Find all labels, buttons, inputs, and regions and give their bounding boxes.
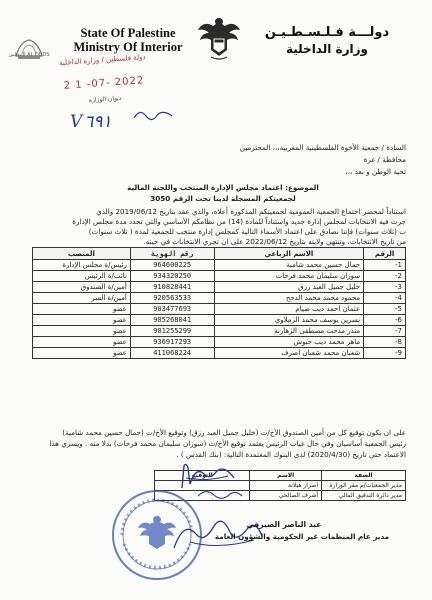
body-line-4: من تاريخ الانتخابات، وتنتهي ولايته بتاريخ 2022/06/12 على ان تجري الانتخابات في حينه. xyxy=(143,237,406,246)
handwritten-reference-number: V٦٩١ xyxy=(70,112,112,132)
member-name: ماهر محمد ديب حبوش xyxy=(214,337,364,348)
table-row xyxy=(33,315,406,326)
stamp-header: دولة فلسطين / وزارة الداخلية xyxy=(58,53,146,68)
row-number: -1 xyxy=(364,260,406,271)
row-number: -5 xyxy=(364,304,406,315)
signatory-title: مدير عام المنظمات غير الحكومية والشؤون العامة xyxy=(214,532,390,541)
table-row xyxy=(33,304,406,315)
signer-name: اصرار هيلانة xyxy=(250,481,322,491)
member-position: أمين/ة الصندوق xyxy=(33,282,131,293)
member-name: محمود محمد محمد الدحح xyxy=(214,293,364,304)
stamp-footer: ديوان الوزارة xyxy=(88,94,122,105)
table-row xyxy=(33,348,406,359)
member-name: خليل جميل العبد رزق xyxy=(214,282,364,293)
row-number: -7 xyxy=(364,326,406,337)
member-position: عضو xyxy=(33,326,131,337)
signer-name: أشرف الصالحي xyxy=(250,491,322,501)
letterhead-arabic xyxy=(248,24,406,57)
member-position: نائب/ة الرئيس xyxy=(33,271,131,282)
header-name: الاسم الرباعي xyxy=(214,248,364,260)
closing-line-1: على ان يكون توقيع كل من أمين الصندوق الأخ/ت (خليل جميل العبد رزق) وتوقيع الأخ/ت (جمال حسين محمد شامية) xyxy=(62,428,406,437)
member-position: عضو xyxy=(33,315,131,326)
signatory-name: عبد الناصر الصيرفي xyxy=(246,520,322,529)
member-name: جمال حسين محمد شامية xyxy=(214,260,364,271)
member-position: أمين/ة السر xyxy=(33,293,131,304)
member-position: عضو xyxy=(33,348,131,359)
member-name: سوزان سليمان محمد فرحات xyxy=(214,271,364,282)
greeting: تحية الوطن و بعد ،،، xyxy=(345,167,406,176)
member-id: 920563533 xyxy=(130,293,214,304)
letterhead-english xyxy=(62,26,194,54)
state-title-ar: دولـــة فـلـسـطـيـن xyxy=(264,25,390,40)
ministry-title-ar: وزارة الداخلية xyxy=(285,42,369,56)
subject-prefix: لجمعيتكم المسجلة لدينا تحت الرقم xyxy=(172,194,296,203)
member-id: 936917293 xyxy=(130,337,214,348)
signer-role: مدير دائرة التدقيق المالي xyxy=(322,491,406,501)
ministry-title-en: Ministry Of Interior xyxy=(73,40,183,54)
member-position: عضو xyxy=(33,337,131,348)
member-id: 905268041 xyxy=(130,315,214,326)
member-id: 411068224 xyxy=(130,348,214,359)
board-members-table xyxy=(32,247,406,359)
member-id: 934320250 xyxy=(130,271,214,282)
handwritten-initials xyxy=(132,104,176,124)
eagle-emblem-icon xyxy=(195,12,243,62)
subject-line-2 xyxy=(40,194,406,204)
member-id: 910828441 xyxy=(130,282,214,293)
member-name: نسرين يوسف محمد الزملاوي xyxy=(214,315,364,326)
header-number: الرقم xyxy=(364,248,406,260)
logo-caption: المجلس AL QUDS xyxy=(8,52,50,58)
table-row xyxy=(33,326,406,337)
header-role: الصفة xyxy=(322,471,406,481)
row-number: -9 xyxy=(364,348,406,359)
member-name: شعبان محمد شعبان اصرف xyxy=(214,348,364,359)
row-number: -4 xyxy=(364,293,406,304)
location: محافظة / غزة xyxy=(363,155,406,164)
subject-line: الموضوع: اعتماد مجلس الإدارة المنتخب واللجنة المالية xyxy=(127,183,319,192)
body-line-2: جرت فيه الانتخابات لمجلس إدارة جديد واستناداً للمادة (14) من نظامكم الأساسي والتي تحدد مدة مجلس الإدارة xyxy=(72,217,406,226)
stamp-date: 2 1 -07- 2022 xyxy=(63,75,145,92)
header-signature: التوقيع xyxy=(155,471,250,481)
registration-number: 3050 xyxy=(150,194,171,203)
member-id: 901255299 xyxy=(130,326,214,337)
row-number: -3 xyxy=(364,282,406,293)
header-position: المنصب xyxy=(33,248,131,260)
row-number: -2 xyxy=(364,271,406,282)
state-title-en: State Of Palestine xyxy=(80,26,176,40)
table-header-row xyxy=(33,248,406,260)
member-position: عضو xyxy=(33,304,131,315)
organization-logo-icon xyxy=(6,26,52,72)
header-id: رقم الهوية xyxy=(130,248,214,260)
closing-line-2: رئيس الجمعية أساسيان وفي حال غياب الرئيس يعتمد توقيع الأخ/ت (سوزان سليمان محمد فرحات) بدلا منه . ويسري هذا xyxy=(49,439,406,448)
body-line-1: استناداً لمحضر اجتماع الجمعية العمومية لجمعيتكم المذكورة أعلاه، والذي عقد بتاريخ 2019/06/12 والذي xyxy=(96,207,406,216)
row-number: -6 xyxy=(364,315,406,326)
addressee: السادة / جمعية الأخوة الفلسطينية المغربية،،، المحترمين xyxy=(239,143,406,152)
member-name: عثمان احمد ديب صيام xyxy=(214,304,364,315)
table-row xyxy=(33,260,406,271)
body-line-3: ب (ثلاث سنوات) فإننا نصادق على اعتماد الأسماء التالية كمجلس إدارة منتخب للجمعية لمدة ( ثلاث سنوات) xyxy=(88,227,406,236)
table-row xyxy=(33,271,406,282)
member-position: رئيس/ة مجلس الإدارة xyxy=(33,260,131,271)
header-signer-name: الاسم xyxy=(250,471,322,481)
table-row xyxy=(33,337,406,348)
table-row xyxy=(33,293,406,304)
row-number: -8 xyxy=(364,337,406,348)
member-id: 964600225 xyxy=(130,260,214,271)
member-name: منذر مدحت مصطفى الزهارنة xyxy=(214,326,364,337)
closing-line-3: الاعتماد حتى تاريخ (2020/4/30) لدى البنوك المعتمدة التالية: (بنك القدس ) . xyxy=(176,450,406,459)
member-id: 903477693 xyxy=(130,304,214,315)
table-row xyxy=(33,282,406,293)
signer-role: مدير الجمعيات/م مقر الوزارة xyxy=(322,481,406,491)
